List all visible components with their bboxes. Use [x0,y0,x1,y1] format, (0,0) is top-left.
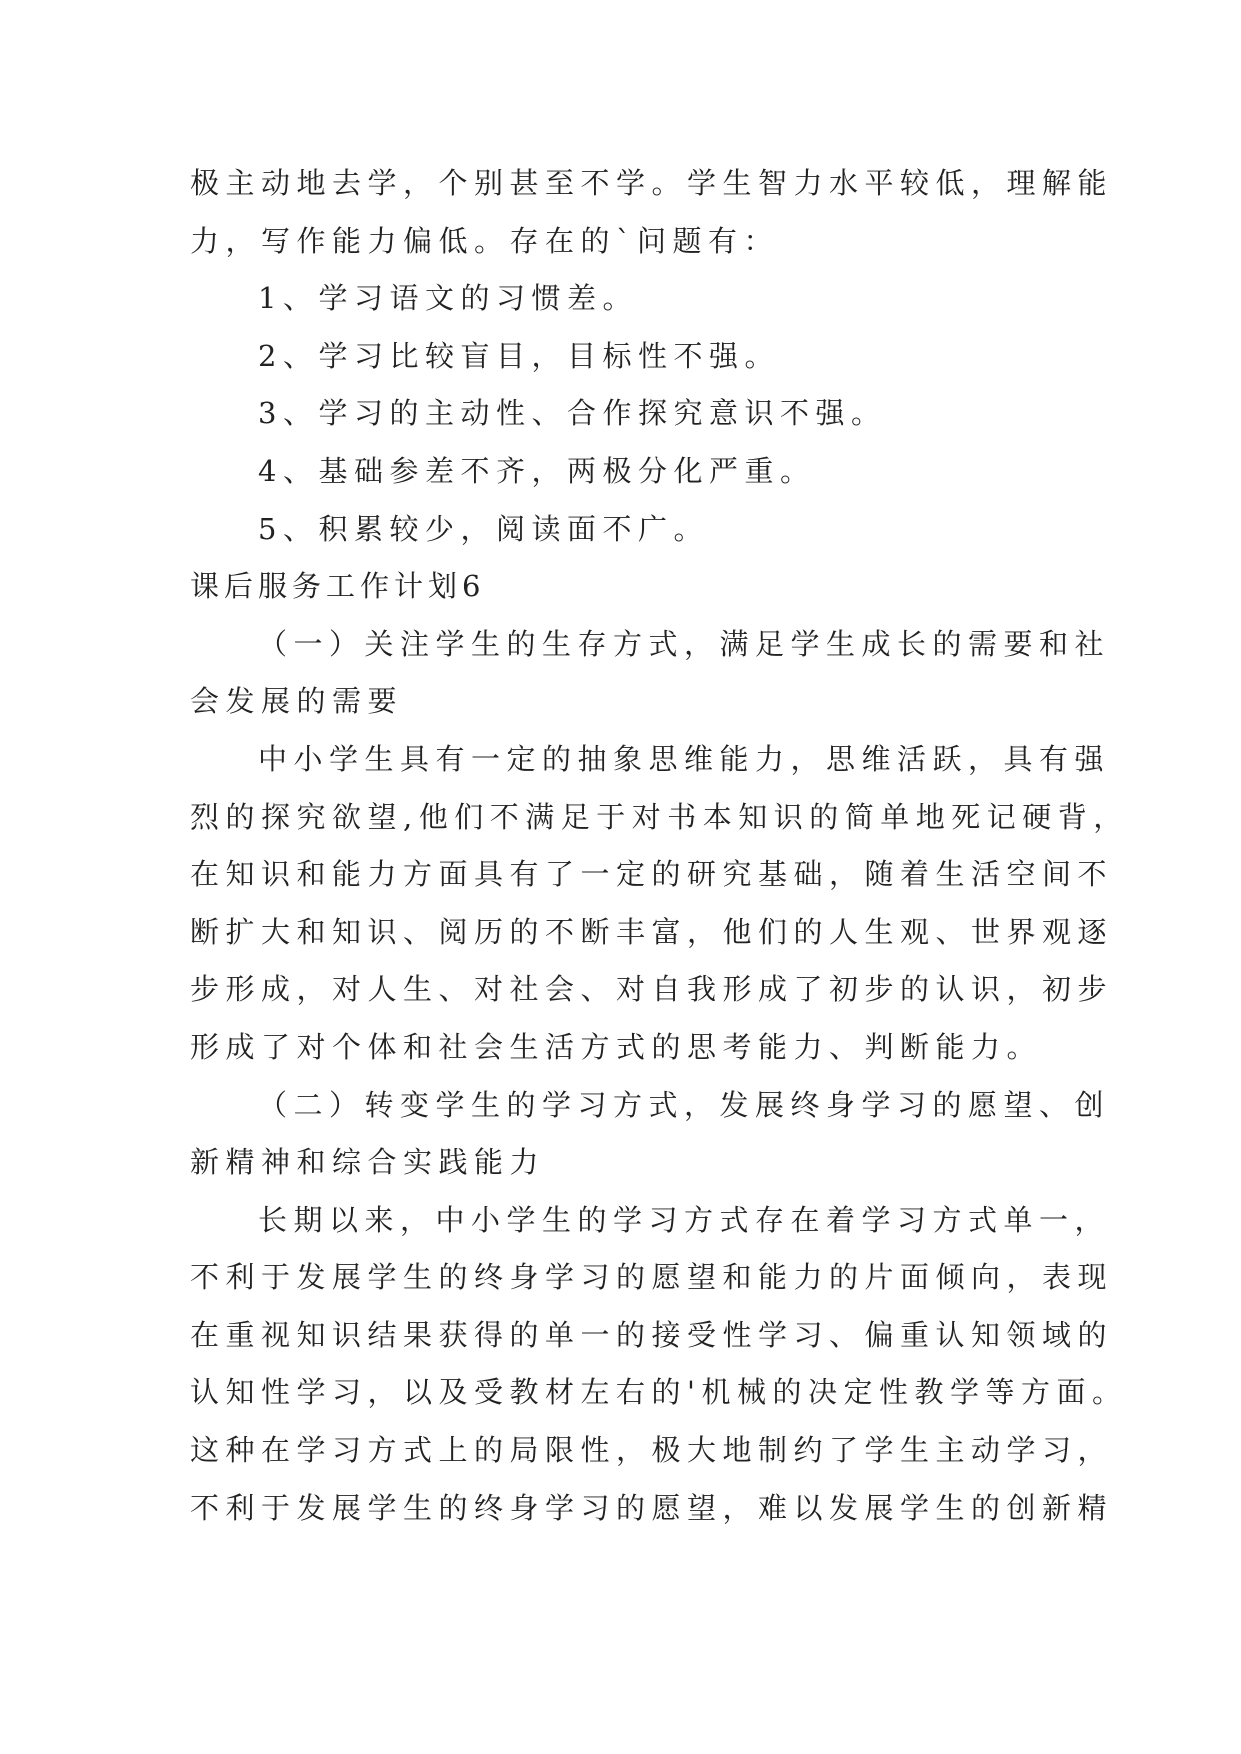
list-item: 4、基础参差不齐，两极分化严重。 [258,453,816,488]
list-item: 1、学习语文的习惯差。 [258,281,638,316]
document-page [190,155,1129,1537]
subheading-line: 新精神和综合实践能力 [190,1145,546,1180]
list-item: 5、积累较少，阅读面不广。 [258,511,709,546]
paragraph-line: 中小学生具有一定的抽象思维能力，思维活跃，具有强 [258,741,1111,776]
paragraph-line: 这种在学习方式上的局限性，极大地制约了学生主动学习， [190,1433,1114,1468]
paragraph-line: 认知性学习，以及受教材左右的'机械的决定性教学等方面。 [190,1375,1128,1410]
paragraph-line: 在知识和能力方面具有了一定的研究基础，随着生活空间不 [190,857,1114,892]
paragraph-line: 在重视知识结果获得的单一的接受性学习、偏重认知领域的 [190,1317,1114,1352]
paragraph-line: 形成了对个体和社会生活方式的思考能力、判断能力。 [190,1029,1043,1064]
paragraph-line: 极主动地去学，个别甚至不学。学生智力水平较低，理解能 [190,166,1114,200]
paragraph-line: 断扩大和知识、阅历的不断丰富，他们的人生观、世界观逐 [190,914,1114,949]
paragraph-line: 烈的探究欲望,他们不满足于对书本知识的简单地死记硬背， [190,799,1129,834]
subheading-line: （二）转变学生的学习方式，发展终身学习的愿望、创 [258,1087,1111,1122]
subheading-line: 会发展的需要 [190,684,404,719]
subheading-line: （一）关注学生的生存方式，满足学生成长的需要和社 [258,626,1111,661]
paragraph-line: 长期以来，中小学生的学习方式存在着学习方式单一， [258,1202,1111,1237]
section-heading: 课后服务工作计划6 [190,569,486,604]
paragraph-line: 不利于发展学生的终身学习的愿望，难以发展学生的创新精 [190,1490,1114,1525]
paragraph-line: 步形成，对人生、对社会、对自我形成了初步的认识，初步 [190,972,1114,1007]
paragraph-line: 不利于发展学生的终身学习的愿望和能力的片面倾向，表现 [190,1260,1114,1295]
list-item: 3、学习的主动性、合作探究意识不强。 [258,396,887,431]
list-item: 2、学习比较盲目，目标性不强。 [258,338,780,373]
paragraph-line: 力，写作能力偏低。存在的`问题有： [190,223,780,258]
